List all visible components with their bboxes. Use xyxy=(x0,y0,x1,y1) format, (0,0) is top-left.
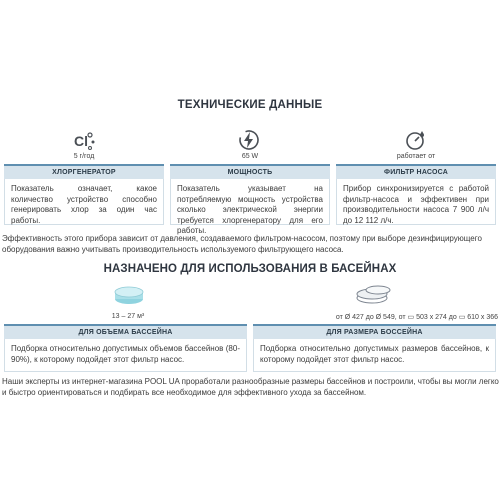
power-description: Показатель указывает на потребляемую мощность устройства сколько электрической энергии требуется хлоргенератору для его работы. xyxy=(170,179,330,225)
svg-text:Cl: Cl xyxy=(74,133,88,149)
pump-filter-header: ФИЛЬТР НАСОСА xyxy=(336,164,496,179)
chlorinator-description: Показатель означает, какое количество устройство способно генерировать хлор за один час работы. xyxy=(4,179,164,225)
tech-specs-title: ТЕХНИЧЕСКИЕ ДАННЫЕ xyxy=(177,99,323,111)
pool-size-header: ДЛЯ РАЗМЕРА БОССЕЙНА xyxy=(253,324,496,339)
specs-note: Эффективность этого прибора зависит от давления, создаваемого фильтром-насосом, поэтому при выборе дезинфицирующего оборудования важно учитывать производительность используемого фильтрующего насоса. xyxy=(2,234,482,254)
pool-size-description: Подборка относительно допустимых размеров бассейнов, к которому подойдет этот фильтр насос. xyxy=(253,339,496,372)
pump-caption: работает от xyxy=(396,153,436,160)
power-caption: 65 W xyxy=(241,153,259,160)
pools-note: Наши эксперты из интернет-магазина POOL UA проработали разнообразные размеры бассейнов и построили, чтобы вы могли легко и быстро ориентироваться и подбирать все необходимое для эффективного ухода за бассейном. xyxy=(2,377,499,397)
pump-filter-description: Прибор синхронизируется с работой фильтр-насоса и эффективен при производительности насоса 7 900 л/ч до 12 112 л/ч. xyxy=(336,179,496,225)
pool-volume-icon xyxy=(112,284,146,306)
pool-volume-description: Подборка относительно допустимых объемов бассейнов (80-90%), к которому подойдет этот фильтр насос. xyxy=(4,339,247,372)
chlorinator-header: ХЛОРГЕНЕРАТОР xyxy=(4,164,164,179)
pool-size-icon xyxy=(354,282,394,306)
pool-size-caption: от Ø 427 до Ø 549, от ▭ 503 x 274 до ▭ 610 x 366 xyxy=(335,314,498,321)
pool-volume-header: ДЛЯ ОБЪЕМА БАССЕЙНА xyxy=(4,324,247,339)
pool-volume-caption: 13 – 27 м³ xyxy=(111,313,145,320)
power-header: МОЩНОСТЬ xyxy=(170,164,330,179)
pools-title: НАЗНАЧЕНО ДЛЯ ИСПОЛЬЗОВАНИЯ В БАСЕЙНАХ xyxy=(103,263,397,275)
chlorinator-caption: 5 г/год xyxy=(73,153,95,160)
